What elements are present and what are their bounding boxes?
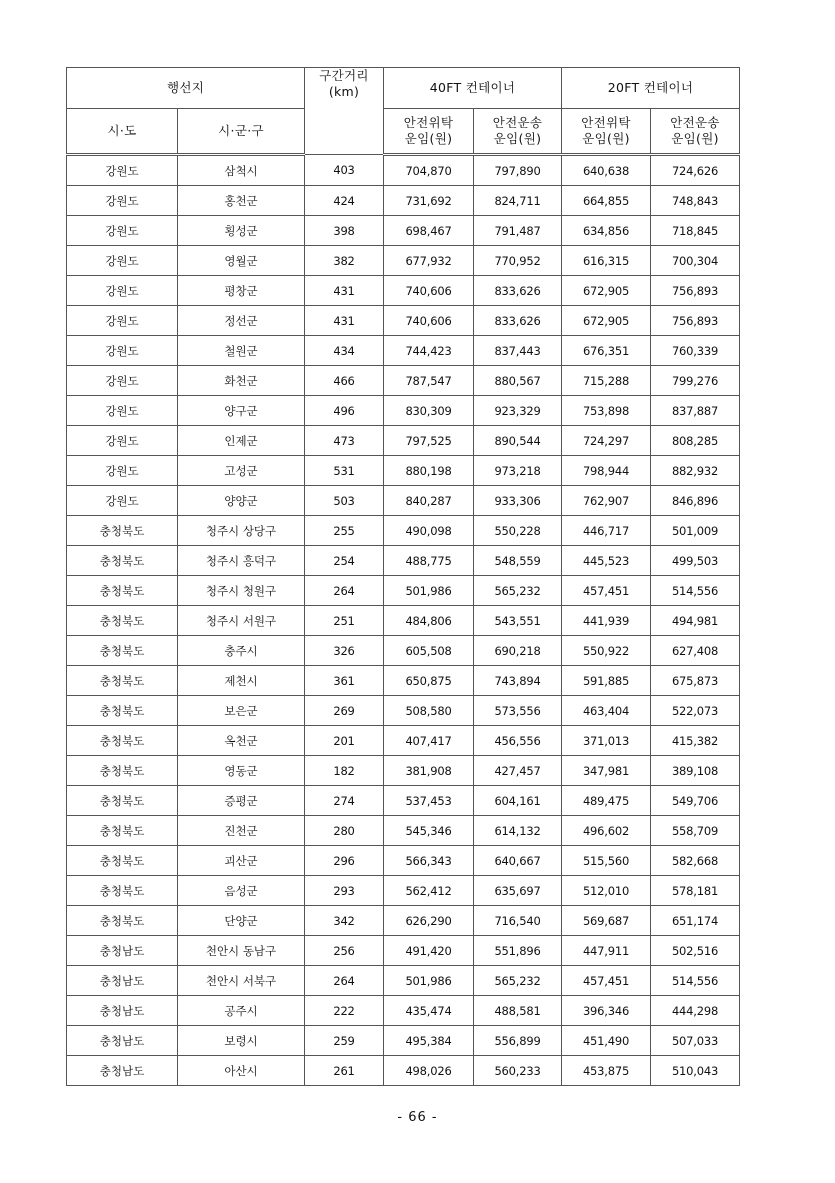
ft20-transport-cell: 846,896 [651, 486, 740, 516]
province-cell: 충청북도 [67, 906, 178, 936]
city-cell: 철원군 [178, 336, 305, 366]
distance-cell: 222 [305, 996, 384, 1026]
ft40-transport-cell: 833,626 [474, 276, 562, 306]
province-cell: 충청북도 [67, 726, 178, 756]
header-distance-line2: (km) [328, 84, 360, 99]
ft20-transport-cell: 558,709 [651, 816, 740, 846]
ft40-transport-cell: 837,443 [474, 336, 562, 366]
header-consign-line1: 안전위탁 [403, 115, 454, 130]
table-body [67, 155, 740, 1086]
ft20-transport-cell: 718,845 [651, 216, 740, 246]
city-cell: 평창군 [178, 276, 305, 306]
freight-rate-table [66, 67, 740, 1086]
ft40-transport-cell: 488,581 [474, 996, 562, 1026]
ft40-consign-cell: 484,806 [384, 606, 474, 636]
ft40-consign-cell: 740,606 [384, 276, 474, 306]
ft40-consign-cell: 495,384 [384, 1026, 474, 1056]
city-cell: 화천군 [178, 366, 305, 396]
city-cell: 음성군 [178, 876, 305, 906]
province-cell: 충청북도 [67, 606, 178, 636]
city-cell: 증평군 [178, 786, 305, 816]
distance-cell: 342 [305, 906, 384, 936]
ft20-consign-cell: 453,875 [562, 1056, 651, 1086]
table-row [67, 366, 740, 396]
distance-cell: 280 [305, 816, 384, 846]
province-cell: 충청남도 [67, 966, 178, 996]
ft40-transport-cell: 635,697 [474, 876, 562, 906]
ft40-transport-cell: 880,567 [474, 366, 562, 396]
ft40-consign-cell: 435,474 [384, 996, 474, 1026]
table-row [67, 276, 740, 306]
distance-cell: 424 [305, 186, 384, 216]
table-row [67, 396, 740, 426]
ft40-consign-cell: 731,692 [384, 186, 474, 216]
ft40-consign-cell: 488,775 [384, 546, 474, 576]
province-cell: 충청남도 [67, 1026, 178, 1056]
ft20-consign-cell: 569,687 [562, 906, 651, 936]
ft20-transport-cell: 499,503 [651, 546, 740, 576]
province-cell: 충청남도 [67, 1056, 178, 1086]
distance-cell: 254 [305, 546, 384, 576]
province-cell: 강원도 [67, 336, 178, 366]
city-cell: 공주시 [178, 996, 305, 1026]
ft20-consign-cell: 753,898 [562, 396, 651, 426]
ft20-consign-cell: 489,475 [562, 786, 651, 816]
distance-cell: 326 [305, 636, 384, 666]
ft20-consign-cell: 371,013 [562, 726, 651, 756]
header-consign-line2: 운임(원) [582, 131, 630, 146]
table-row [67, 516, 740, 546]
header-consign-line1: 안전위탁 [581, 115, 631, 130]
header-20ft-transport [651, 109, 740, 155]
table-row [67, 846, 740, 876]
ft20-transport-cell: 415,382 [651, 726, 740, 756]
table-row [67, 636, 740, 666]
city-cell: 옥천군 [178, 726, 305, 756]
province-cell: 충청북도 [67, 576, 178, 606]
distance-cell: 182 [305, 756, 384, 786]
ft20-transport-cell: 808,285 [651, 426, 740, 456]
ft40-consign-cell: 501,986 [384, 576, 474, 606]
ft20-transport-cell: 700,304 [651, 246, 740, 276]
province-cell: 충청북도 [67, 846, 178, 876]
ft20-consign-cell: 447,911 [562, 936, 651, 966]
ft40-transport-cell: 556,899 [474, 1026, 562, 1056]
ft20-consign-cell: 762,907 [562, 486, 651, 516]
distance-cell: 434 [305, 336, 384, 366]
distance-cell: 251 [305, 606, 384, 636]
province-cell: 강원도 [67, 396, 178, 426]
ft40-consign-cell: 704,870 [384, 155, 474, 186]
ft40-transport-cell: 824,711 [474, 186, 562, 216]
ft40-consign-cell: 490,098 [384, 516, 474, 546]
province-cell: 강원도 [67, 486, 178, 516]
ft40-consign-cell: 677,932 [384, 246, 474, 276]
ft20-transport-cell: 494,981 [651, 606, 740, 636]
table-row [67, 486, 740, 516]
table-row [67, 726, 740, 756]
ft40-transport-cell: 770,952 [474, 246, 562, 276]
province-cell: 충청북도 [67, 666, 178, 696]
header-transport-line2: 운임(원) [671, 131, 719, 146]
ft40-consign-cell: 498,026 [384, 1056, 474, 1086]
table-row [67, 906, 740, 936]
header-city: 시·군·구 [178, 109, 305, 155]
ft20-consign-cell: 347,981 [562, 756, 651, 786]
header-distance-line1: 구간거리 [319, 68, 369, 83]
province-cell: 충청북도 [67, 786, 178, 816]
ft20-consign-cell: 451,490 [562, 1026, 651, 1056]
table-row [67, 306, 740, 336]
ft40-transport-cell: 550,228 [474, 516, 562, 546]
ft20-consign-cell: 512,010 [562, 876, 651, 906]
city-cell: 진천군 [178, 816, 305, 846]
distance-cell: 403 [305, 155, 384, 186]
ft20-transport-cell: 651,174 [651, 906, 740, 936]
table-row [67, 546, 740, 576]
table-row [67, 576, 740, 606]
province-cell: 충청북도 [67, 546, 178, 576]
ft20-consign-cell: 798,944 [562, 456, 651, 486]
distance-cell: 382 [305, 246, 384, 276]
province-cell: 강원도 [67, 426, 178, 456]
province-cell: 충청북도 [67, 636, 178, 666]
ft40-consign-cell: 605,508 [384, 636, 474, 666]
province-cell: 충청북도 [67, 876, 178, 906]
province-cell: 강원도 [67, 155, 178, 186]
header-transport-line2: 운임(원) [493, 131, 542, 146]
ft20-transport-cell: 756,893 [651, 306, 740, 336]
city-cell: 홍천군 [178, 186, 305, 216]
ft40-transport-cell: 548,559 [474, 546, 562, 576]
ft40-consign-cell: 491,420 [384, 936, 474, 966]
header-40ft-consign [384, 109, 474, 155]
ft40-transport-cell: 890,544 [474, 426, 562, 456]
ft40-consign-cell: 830,309 [384, 396, 474, 426]
distance-cell: 274 [305, 786, 384, 816]
ft40-consign-cell: 787,547 [384, 366, 474, 396]
ft20-transport-cell: 389,108 [651, 756, 740, 786]
ft20-transport-cell: 882,932 [651, 456, 740, 486]
city-cell: 아산시 [178, 1056, 305, 1086]
ft40-consign-cell: 537,453 [384, 786, 474, 816]
province-cell: 강원도 [67, 246, 178, 276]
ft20-transport-cell: 748,843 [651, 186, 740, 216]
city-cell: 횡성군 [178, 216, 305, 246]
table-row [67, 186, 740, 216]
ft40-consign-cell: 840,287 [384, 486, 474, 516]
header-distance [305, 68, 384, 155]
table-row [67, 1056, 740, 1086]
city-cell: 영동군 [178, 756, 305, 786]
ft40-consign-cell: 407,417 [384, 726, 474, 756]
table-row [67, 786, 740, 816]
city-cell: 괴산군 [178, 846, 305, 876]
ft40-transport-cell: 614,132 [474, 816, 562, 846]
province-cell: 강원도 [67, 306, 178, 336]
distance-cell: 269 [305, 696, 384, 726]
table-row [67, 666, 740, 696]
ft20-consign-cell: 724,297 [562, 426, 651, 456]
city-cell: 보은군 [178, 696, 305, 726]
ft40-consign-cell: 545,346 [384, 816, 474, 846]
distance-cell: 264 [305, 576, 384, 606]
ft40-transport-cell: 690,218 [474, 636, 562, 666]
table-row [67, 155, 740, 186]
city-cell: 청주시 청원구 [178, 576, 305, 606]
ft20-consign-cell: 463,404 [562, 696, 651, 726]
header-transport-line1: 안전운송 [670, 115, 720, 130]
table-row [67, 426, 740, 456]
ft20-consign-cell: 496,602 [562, 816, 651, 846]
city-cell: 청주시 흥덕구 [178, 546, 305, 576]
ft40-consign-cell: 501,986 [384, 966, 474, 996]
ft20-transport-cell: 510,043 [651, 1056, 740, 1086]
distance-cell: 264 [305, 966, 384, 996]
table-row [67, 966, 740, 996]
distance-cell: 201 [305, 726, 384, 756]
ft20-transport-cell: 724,626 [651, 155, 740, 186]
ft20-consign-cell: 664,855 [562, 186, 651, 216]
ft20-consign-cell: 591,885 [562, 666, 651, 696]
city-cell: 영월군 [178, 246, 305, 276]
ft20-transport-cell: 502,516 [651, 936, 740, 966]
ft40-transport-cell: 565,232 [474, 576, 562, 606]
table-row [67, 336, 740, 366]
ft20-consign-cell: 457,451 [562, 576, 651, 606]
ft20-consign-cell: 457,451 [562, 966, 651, 996]
table-row [67, 876, 740, 906]
city-cell: 청주시 상당구 [178, 516, 305, 546]
city-cell: 고성군 [178, 456, 305, 486]
ft40-transport-cell: 716,540 [474, 906, 562, 936]
ft40-consign-cell: 797,525 [384, 426, 474, 456]
ft40-transport-cell: 973,218 [474, 456, 562, 486]
table-row [67, 936, 740, 966]
city-cell: 청주시 서원구 [178, 606, 305, 636]
ft20-consign-cell: 446,717 [562, 516, 651, 546]
ft20-consign-cell: 515,560 [562, 846, 651, 876]
ft20-transport-cell: 799,276 [651, 366, 740, 396]
header-20ft-consign [562, 109, 651, 155]
distance-cell: 531 [305, 456, 384, 486]
table-row [67, 756, 740, 786]
ft20-transport-cell: 756,893 [651, 276, 740, 306]
ft40-consign-cell: 566,343 [384, 846, 474, 876]
city-cell: 단양군 [178, 906, 305, 936]
distance-cell: 256 [305, 936, 384, 966]
ft20-consign-cell: 396,346 [562, 996, 651, 1026]
ft40-transport-cell: 797,890 [474, 155, 562, 186]
page-number: - 66 - [397, 1110, 438, 1125]
province-cell: 강원도 [67, 456, 178, 486]
distance-cell: 503 [305, 486, 384, 516]
ft40-transport-cell: 456,556 [474, 726, 562, 756]
ft40-transport-cell: 933,306 [474, 486, 562, 516]
city-cell: 삼척시 [178, 155, 305, 186]
city-cell: 제천시 [178, 666, 305, 696]
ft40-consign-cell: 740,606 [384, 306, 474, 336]
province-cell: 강원도 [67, 186, 178, 216]
ft20-transport-cell: 501,009 [651, 516, 740, 546]
distance-cell: 296 [305, 846, 384, 876]
ft40-transport-cell: 565,232 [474, 966, 562, 996]
ft40-consign-cell: 508,580 [384, 696, 474, 726]
distance-cell: 261 [305, 1056, 384, 1086]
province-cell: 충청남도 [67, 996, 178, 1026]
ft40-transport-cell: 560,233 [474, 1056, 562, 1086]
table-row [67, 816, 740, 846]
city-cell: 보령시 [178, 1026, 305, 1056]
province-cell: 충청북도 [67, 696, 178, 726]
province-cell: 강원도 [67, 216, 178, 246]
header-destination: 행선지 [67, 68, 305, 109]
ft40-consign-cell: 650,875 [384, 666, 474, 696]
ft20-consign-cell: 672,905 [562, 276, 651, 306]
distance-cell: 293 [305, 876, 384, 906]
ft40-consign-cell: 744,423 [384, 336, 474, 366]
header-consign-line2: 운임(원) [404, 131, 453, 146]
distance-cell: 431 [305, 306, 384, 336]
ft20-transport-cell: 582,668 [651, 846, 740, 876]
ft20-transport-cell: 760,339 [651, 336, 740, 366]
table-row [67, 216, 740, 246]
ft40-transport-cell: 551,896 [474, 936, 562, 966]
province-cell: 강원도 [67, 276, 178, 306]
distance-cell: 431 [305, 276, 384, 306]
table-row [67, 996, 740, 1026]
distance-cell: 466 [305, 366, 384, 396]
ft20-consign-cell: 676,351 [562, 336, 651, 366]
ft20-transport-cell: 549,706 [651, 786, 740, 816]
table-row [67, 456, 740, 486]
city-cell: 양구군 [178, 396, 305, 426]
ft40-transport-cell: 543,551 [474, 606, 562, 636]
province-cell: 충청북도 [67, 516, 178, 546]
ft40-transport-cell: 833,626 [474, 306, 562, 336]
province-cell: 충청남도 [67, 936, 178, 966]
ft20-consign-cell: 634,856 [562, 216, 651, 246]
city-cell: 인제군 [178, 426, 305, 456]
city-cell: 충주시 [178, 636, 305, 666]
table-row [67, 696, 740, 726]
city-cell: 천안시 동남구 [178, 936, 305, 966]
header-40ft: 40FT 컨테이너 [384, 68, 562, 109]
ft20-transport-cell: 837,887 [651, 396, 740, 426]
table-row [67, 246, 740, 276]
ft20-transport-cell: 444,298 [651, 996, 740, 1026]
ft20-consign-cell: 672,905 [562, 306, 651, 336]
ft20-transport-cell: 514,556 [651, 576, 740, 606]
ft20-transport-cell: 507,033 [651, 1026, 740, 1056]
ft40-consign-cell: 880,198 [384, 456, 474, 486]
ft40-consign-cell: 381,908 [384, 756, 474, 786]
city-cell: 정선군 [178, 306, 305, 336]
ft20-consign-cell: 640,638 [562, 155, 651, 186]
ft20-consign-cell: 445,523 [562, 546, 651, 576]
province-cell: 강원도 [67, 366, 178, 396]
ft20-consign-cell: 715,288 [562, 366, 651, 396]
ft40-transport-cell: 604,161 [474, 786, 562, 816]
city-cell: 양양군 [178, 486, 305, 516]
ft40-consign-cell: 562,412 [384, 876, 474, 906]
ft20-transport-cell: 675,873 [651, 666, 740, 696]
ft20-consign-cell: 441,939 [562, 606, 651, 636]
ft20-transport-cell: 522,073 [651, 696, 740, 726]
ft40-transport-cell: 791,487 [474, 216, 562, 246]
distance-cell: 473 [305, 426, 384, 456]
distance-cell: 255 [305, 516, 384, 546]
ft40-transport-cell: 923,329 [474, 396, 562, 426]
ft20-consign-cell: 550,922 [562, 636, 651, 666]
header-province: 시·도 [67, 109, 178, 155]
header-20ft: 20FT 컨테이너 [562, 68, 740, 109]
distance-cell: 398 [305, 216, 384, 246]
ft40-transport-cell: 427,457 [474, 756, 562, 786]
ft40-transport-cell: 573,556 [474, 696, 562, 726]
ft40-consign-cell: 626,290 [384, 906, 474, 936]
header-40ft-transport [474, 109, 562, 155]
province-cell: 충청북도 [67, 816, 178, 846]
ft20-consign-cell: 616,315 [562, 246, 651, 276]
ft40-transport-cell: 743,894 [474, 666, 562, 696]
table-row [67, 606, 740, 636]
province-cell: 충청북도 [67, 756, 178, 786]
table-row [67, 1026, 740, 1056]
ft20-transport-cell: 578,181 [651, 876, 740, 906]
header-transport-line1: 안전운송 [492, 115, 543, 130]
ft40-transport-cell: 640,667 [474, 846, 562, 876]
ft20-transport-cell: 514,556 [651, 966, 740, 996]
distance-cell: 259 [305, 1026, 384, 1056]
distance-cell: 361 [305, 666, 384, 696]
table-header [67, 68, 740, 155]
ft20-transport-cell: 627,408 [651, 636, 740, 666]
distance-cell: 496 [305, 396, 384, 426]
city-cell: 천안시 서북구 [178, 966, 305, 996]
ft40-consign-cell: 698,467 [384, 216, 474, 246]
